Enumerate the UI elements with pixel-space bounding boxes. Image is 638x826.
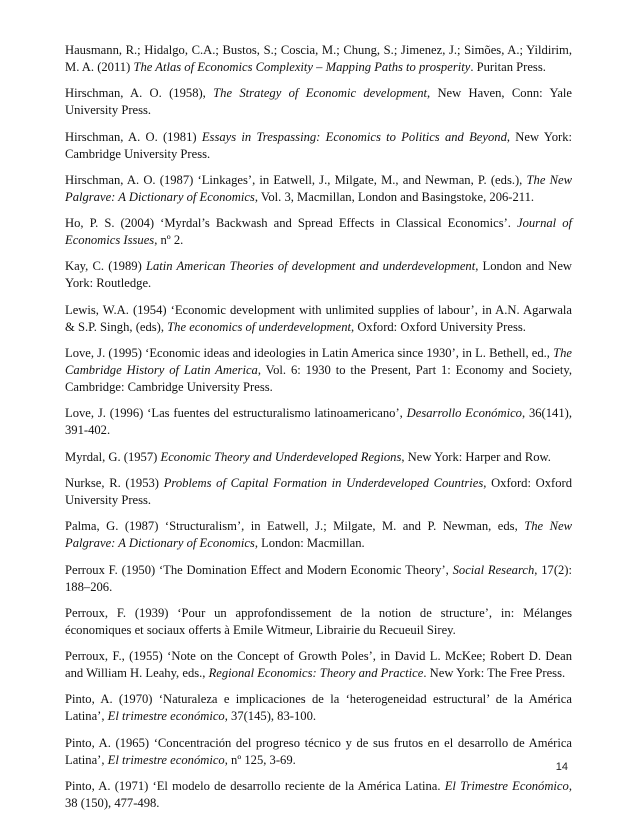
reference-title: Desarrollo Económico (406, 406, 522, 421)
reference-text: , Oxford: Oxford University Press. (351, 319, 526, 334)
reference-title: The Cambridge History of Latin America (65, 346, 572, 378)
reference-text: , 38 (150), 477-498. (65, 779, 572, 811)
reference-text: , Vol. 6: 1930 to the Present, Part 1: Economy and Society, Cambridge: Cambridge University Press. (65, 363, 572, 395)
page-number: 14 (555, 761, 568, 773)
reference-text: Myrdal, G. (1957) (65, 449, 161, 464)
reference-text: Ho, P. S. (2004) ‘Myrdal’s Backwash and Spread Effects in Classical Economics’. (65, 216, 517, 231)
reference-text: Lewis, W.A. (1954) ‘Economic development with unlimited supplies of labour’, in A.N. Agarwala & S.P. Singh, (eds), (65, 302, 572, 334)
reference-text: Pinto, A. (1971) ‘El modelo de desarrollo reciente de la América Latina. (65, 779, 445, 794)
reference-text: , 36(141), 391-402. (65, 406, 572, 438)
reference-text: , nº 2. (154, 233, 184, 248)
reference-title: The New Palgrave: A Dictionary of Economics (65, 172, 572, 204)
reference-title: El trimestre económico (107, 709, 225, 724)
reference-text: Hirschman, A. O. (1987) ‘Linkages’, in Eatwell, J., Milgate, M., and Newman, P. (eds.), (65, 172, 527, 187)
reference-list (65, 42, 572, 821)
reference-text: Palma, G. (1987) ‘Structuralism’, in Eatwell, J.; Milgate, M. and P. Newman, eds, (65, 519, 525, 534)
reference-entry (65, 475, 572, 509)
reference-text: , nº 125, 3-69. (224, 752, 296, 767)
reference-title: Latin American Theories of development and underdevelopment (145, 259, 476, 274)
reference-title: The New Palgrave: A Dictionary of Economics (65, 519, 572, 551)
reference-text: , London: Macmillan. (254, 536, 365, 551)
reference-text: Pinto, A. (1970) ‘Naturaleza e implicaciones de la ‘heterogeneidad estructural’ de la América Latina’, (65, 692, 572, 724)
reference-text: Nurkse, R. (1953) (65, 475, 164, 490)
reference-text: . New York: The Free Press. (423, 666, 566, 681)
reference-entry (65, 648, 572, 682)
reference-text: Hausmann, R.; Hidalgo, C.A.; Bustos, S.; Coscia, M.; Chung, S.; Jimenez, J.; Simões, A.; Yildirim, M. A. (2011) (65, 43, 572, 74)
reference-title: Problems of Capital Formation in Underdeveloped Countries (163, 475, 484, 490)
reference-title: Economic Theory and Underdeveloped Regions (160, 449, 402, 464)
reference-entry (65, 518, 572, 552)
reference-title: El Trimestre Económico (444, 779, 569, 794)
reference-entry (65, 42, 572, 76)
reference-entry (65, 215, 572, 249)
reference-text: , 37(145), 83-100. (224, 709, 317, 724)
reference-text: , New York: Cambridge University Press. (65, 129, 573, 161)
reference-entry (65, 345, 572, 396)
reference-text: Hirschman, A. O. (1958), (65, 86, 214, 101)
reference-title: The Atlas of Economics Complexity – Mapping Paths to prosperity (133, 60, 471, 74)
reference-text: , Oxford: Oxford University Press. (65, 475, 572, 507)
reference-text: , London and New York: Routledge. (65, 259, 572, 291)
reference-entry (65, 691, 572, 725)
reference-text: , Vol. 3, Macmillan, London and Basingstoke, 206-211. (254, 189, 535, 204)
reference-text: Perroux, F., (1955) ‘Note on the Concept of Growth Poles’, in David L. McKee; Robert D. Dean and William H. Leahy, eds., (65, 649, 572, 681)
reference-text: , 17(2): 188–206. (65, 562, 573, 594)
reference-text: Perroux F. (1950) ‘The Domination Effect and Modern Economic Theory’, (65, 562, 453, 577)
reference-title: The Strategy of Economic development (213, 86, 428, 101)
reference-entry (65, 302, 572, 336)
reference-title: Regional Economics: Theory and Practice (208, 666, 424, 681)
reference-text: Pinto, A. (1965) ‘Concentración del progreso técnico y de sus frutos en el desarrollo de América Latina’, (65, 735, 572, 767)
reference-entry (65, 735, 572, 769)
reference-title: The economics of underdevelopment (167, 319, 352, 334)
reference-title: Social Research (452, 562, 535, 577)
reference-entry (65, 129, 572, 163)
reference-title: El trimestre económico (107, 752, 225, 767)
reference-entry (65, 449, 572, 466)
reference-text: Kay, C. (1989) (65, 259, 146, 274)
reference-title: Essays in Trespassing: Economics to Politics and Beyond (201, 129, 507, 144)
reference-text: Love, J. (1995) ‘Economic ideas and ideologies in Latin America since 1930’, in L. Bethell, ed., (65, 346, 554, 361)
reference-entry (65, 778, 572, 812)
reference-text: Love, J. (1996) ‘Las fuentes del estructuralismo latinoamericano’, (65, 406, 407, 421)
reference-text: Perroux, F. (1939) ‘Pour un approfondissement de la notion de structure’, in: Mélanges économiques et sociaux offerts à Emile Witmeur, Librairie du Recueuil Sirey. (65, 605, 572, 637)
reference-entry (65, 405, 572, 439)
reference-entry (65, 605, 572, 639)
reference-text: Hirschman, A. O. (1981) (65, 129, 202, 144)
reference-text: , New York: Harper and Row. (401, 449, 551, 464)
reference-title: Journal of Economics Issues (65, 216, 572, 248)
reference-entry (65, 258, 572, 292)
reference-entry (65, 172, 572, 206)
reference-entry (65, 85, 572, 119)
reference-text: . Puritan Press. (470, 60, 546, 74)
reference-entry (65, 562, 572, 596)
reference-text: , New Haven, Conn: Yale University Press. (65, 86, 573, 118)
